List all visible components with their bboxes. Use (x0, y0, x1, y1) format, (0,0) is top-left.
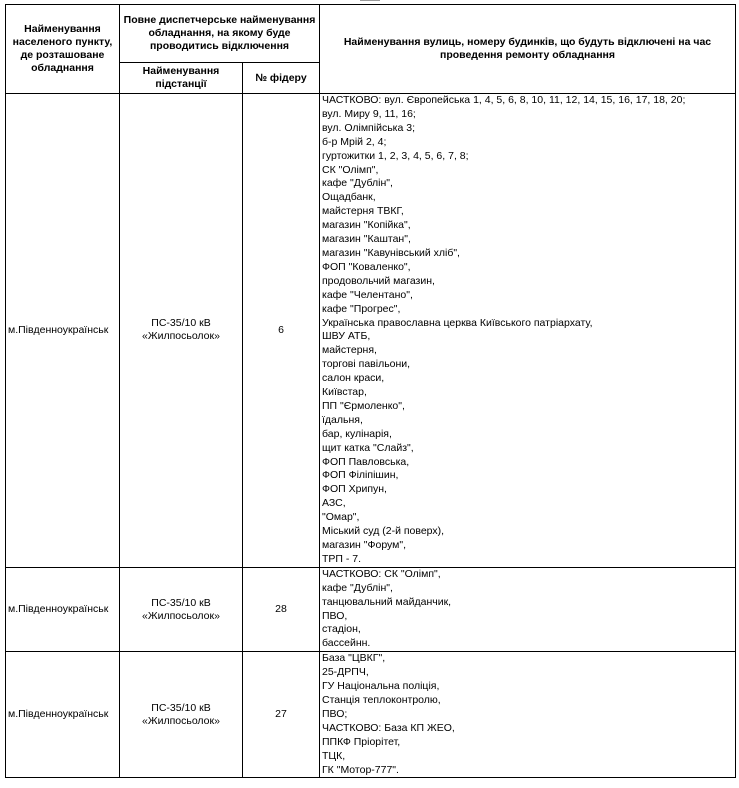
street-line: ШВУ АТБ, (322, 330, 371, 343)
settlement-cell: м.Південноукраїнськ (6, 94, 120, 568)
street-line: стадіон, (322, 623, 361, 636)
streets-cell (320, 652, 736, 778)
street-line: ГК "Мотор-777". (322, 763, 399, 776)
street-line: продовольчий магазин, (322, 274, 435, 287)
street-line: магазин "Каштан", (322, 233, 411, 246)
table-row (6, 94, 736, 568)
substation-cell: ПС-35/10 кВ «Жилпосьолок» (120, 652, 243, 778)
table-row (6, 652, 736, 778)
street-line: ЧАСТКОВО: вул. Європейська 1, 4, 5, 6, 8, 10, 11, 12, 14, 15, 16, 17, 18, 20; (322, 94, 686, 106)
street-line: ФОП Філіпішин, (322, 469, 399, 482)
street-line: ФОП "Коваленко", (322, 260, 411, 273)
page-top-fragment (360, 0, 380, 1)
header-settlement: Найменування населеного пункту, де розташоване обладнання (6, 5, 120, 94)
settlement-cell: м.Південноукраїнськ (6, 567, 120, 651)
street-line: "Омар", (322, 511, 360, 524)
street-line: майстерня, (322, 344, 377, 357)
street-line: ППКФ Пріорітет, (322, 735, 401, 748)
street-line: Київстар, (322, 386, 367, 399)
street-line: танцювальний майданчик, (322, 595, 452, 608)
street-line: кафе "Дублін", (322, 581, 393, 594)
street-line: вул. Олімпійська 3; (322, 121, 415, 134)
street-line: Ощадбанк, (322, 191, 376, 204)
street-line: ФОП Хрипун, (322, 483, 387, 496)
header-equipment-group: Повне диспетчерське найменування обладнання, на якому буде проводитись відключення (120, 5, 320, 63)
street-line: ЧАСТКОВО: СК "Олімп", (322, 567, 441, 580)
street-line: Станція теплоконтролю, (322, 693, 441, 706)
header-feeder: № фідеру (243, 63, 320, 94)
street-line: бассейнн. (322, 637, 371, 650)
street-line: Міський суд (2-й поверх), (322, 525, 445, 538)
street-line: ПП "Єрмоленко", (322, 399, 405, 412)
street-line: щит катка "Слайз", (322, 441, 414, 454)
street-line: магазин "Копійка", (322, 219, 411, 232)
street-line: кафе "Челентано", (322, 288, 413, 301)
feeder-cell: 28 (243, 567, 320, 651)
street-line: База "ЦВКГ", (322, 652, 386, 665)
street-line: кафе "Дублін", (322, 177, 393, 190)
street-line: б-р Мрій 2, 4; (322, 135, 387, 148)
table-row (6, 567, 736, 651)
street-line: ФОП Павловська, (322, 455, 410, 468)
street-line: СК "Олімп", (322, 163, 379, 176)
street-line: магазин "Форум", (322, 539, 407, 551)
street-line: торгові павільони, (322, 358, 411, 371)
street-line: ГУ Національна поліція, (322, 680, 440, 693)
street-line: ТРП - 7. (322, 552, 362, 565)
street-line: гуртожитки 1, 2, 3, 4, 5, 6, 7, 8; (322, 149, 469, 162)
outage-schedule-table (5, 4, 736, 778)
street-line: АЗС, (322, 497, 346, 510)
street-line: вул. Миру 9, 11, 16; (322, 107, 416, 120)
street-line: кафе "Прогрес", (322, 302, 401, 315)
settlement-cell: м.Південноукраїнськ (6, 652, 120, 778)
substation-cell: ПС-35/10 кВ «Жилпосьолок» (120, 94, 243, 568)
street-line: ПВО; (322, 707, 348, 720)
street-line: салон краси, (322, 372, 385, 385)
street-line: Українська православна церква Київського патріархату, (322, 316, 593, 329)
feeder-cell: 6 (243, 94, 320, 568)
header-streets: Найменування вулиць, номеру будинків, що будуть відключені на час проведення ремонту обладнання (320, 5, 736, 94)
header-substation: Найменування підстанції (120, 63, 243, 94)
street-line: ПВО, (322, 609, 348, 622)
street-line: ЧАСТКОВО: База КП ЖЕО, (322, 721, 455, 734)
street-line: їдальня, (322, 413, 363, 426)
street-line: майстерня ТВКГ, (322, 205, 404, 218)
streets-cell (320, 94, 736, 568)
feeder-cell: 27 (243, 652, 320, 778)
street-line: 25-ДРПЧ, (322, 666, 369, 679)
street-line: бар, кулінарія, (322, 427, 392, 440)
street-line: ТЦК, (322, 749, 346, 762)
street-line: магазин "Кавунівський хліб", (322, 246, 460, 259)
substation-cell: ПС-35/10 кВ «Жилпосьолок» (120, 567, 243, 651)
streets-cell (320, 567, 736, 651)
